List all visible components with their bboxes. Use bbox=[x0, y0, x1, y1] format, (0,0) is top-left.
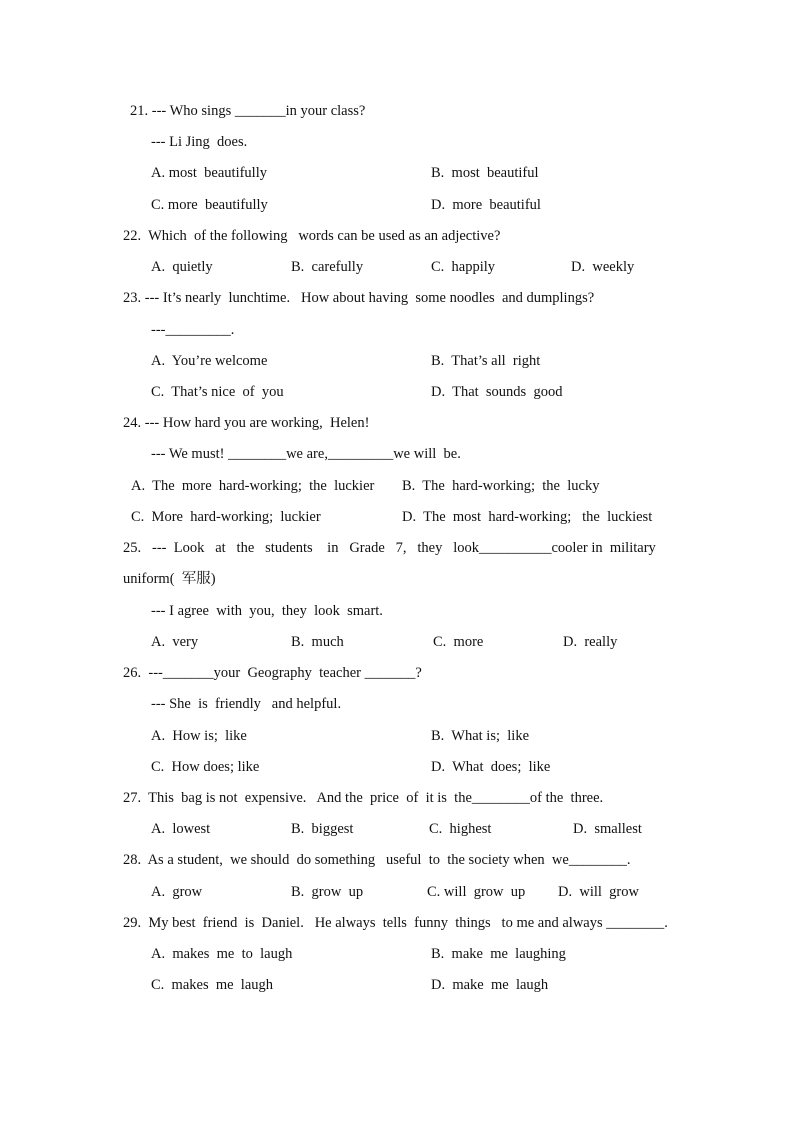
q22-option-c: C. happily bbox=[431, 259, 496, 275]
q22-stem: 22. Which of the following words can be used as an adjective? bbox=[123, 228, 501, 244]
q26-stem: 26. ---_______your Geography teacher _______? bbox=[123, 665, 422, 681]
q26-reply: --- She is friendly and helpful. bbox=[151, 696, 342, 712]
q29-stem: 29. My best friend is Daniel. He always tells funny things to me and always ________. bbox=[123, 915, 668, 931]
q23-option-c: C. That’s nice of you bbox=[151, 384, 284, 400]
q21-option-b: B. most beautiful bbox=[431, 165, 539, 181]
q23-option-d: D. That sounds good bbox=[431, 384, 563, 400]
q28-option-a: A. grow bbox=[151, 884, 203, 900]
q28-option-c: C. will grow up bbox=[427, 884, 526, 900]
q25-option-a: A. very bbox=[151, 634, 199, 650]
q27-option-b: B. biggest bbox=[291, 821, 354, 837]
q22-option-b: B. carefully bbox=[291, 259, 364, 275]
q26-option-c: C. How does; like bbox=[151, 759, 260, 775]
q21-option-c: C. more beautifully bbox=[151, 197, 268, 213]
q25-reply: --- I agree with you, they look smart. bbox=[151, 603, 383, 619]
q26-option-a: A. How is; like bbox=[151, 728, 247, 744]
q27-stem: 27. This bag is not expensive. And the price of it is the________of the three. bbox=[123, 790, 604, 806]
q25-option-b: B. much bbox=[291, 634, 344, 650]
q26-option-d: D. What does; like bbox=[431, 759, 551, 775]
q22-option-d: D. weekly bbox=[571, 259, 635, 275]
q28-option-d: D. will grow bbox=[558, 884, 639, 900]
q24-option-d: D. The most hard-working; the luckiest bbox=[402, 509, 653, 525]
q29-option-a: A. makes me to laugh bbox=[151, 946, 293, 962]
q24-option-a: A. The more hard-working; the luckier bbox=[131, 478, 375, 494]
q23-option-a: A. You’re welcome bbox=[151, 353, 268, 369]
q24-reply: --- We must! ________we are,_________we will be. bbox=[151, 446, 461, 462]
q21-stem: 21. --- Who sings _______in your class? bbox=[130, 103, 366, 119]
q25-stem-continued: uniform( 军服) bbox=[123, 571, 216, 587]
q29-option-d: D. make me laugh bbox=[431, 977, 549, 993]
q24-option-c: C. More hard-working; luckier bbox=[131, 509, 321, 525]
q25-stem: 25. --- Look at the students in Grade 7, they look__________cooler in military bbox=[123, 540, 656, 556]
q21-option-d: D. more beautiful bbox=[431, 197, 541, 213]
q21-option-a: A. most beautifully bbox=[151, 165, 267, 181]
q25-option-c: C. more bbox=[433, 634, 484, 650]
q22-option-a: A. quietly bbox=[151, 259, 213, 275]
q23-reply: ---_________. bbox=[151, 322, 235, 338]
q29-option-c: C. makes me laugh bbox=[151, 977, 274, 993]
q28-option-b: B. grow up bbox=[291, 884, 364, 900]
q23-stem: 23. --- It’s nearly lunchtime. How about having some noodles and dumplings? bbox=[123, 290, 595, 306]
q26-option-b: B. What is; like bbox=[431, 728, 530, 744]
q21-reply: --- Li Jing does. bbox=[151, 134, 248, 150]
q28-stem: 28. As a student, we should do something useful to the society when we________. bbox=[123, 852, 631, 868]
q27-option-d: D. smallest bbox=[573, 821, 642, 837]
q27-option-a: A. lowest bbox=[151, 821, 211, 837]
q24-option-b: B. The hard-working; the lucky bbox=[402, 478, 600, 494]
q24-stem: 24. --- How hard you are working, Helen! bbox=[123, 415, 370, 431]
q27-option-c: C. highest bbox=[429, 821, 492, 837]
q29-option-b: B. make me laughing bbox=[431, 946, 566, 962]
q25-option-d: D. really bbox=[563, 634, 618, 650]
q23-option-b: B. That’s all right bbox=[431, 353, 541, 369]
